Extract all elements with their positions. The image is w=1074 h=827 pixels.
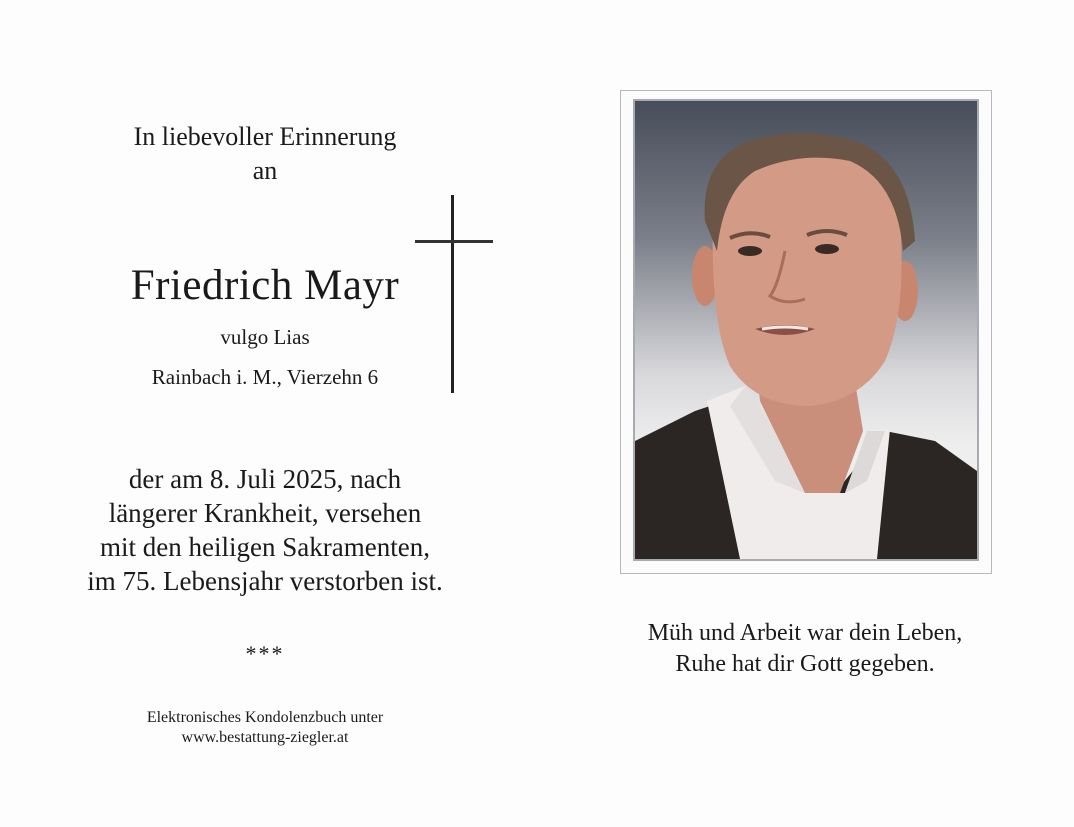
cross-icon <box>415 195 493 393</box>
address: Rainbach i. M., Vierzehn 6 <box>151 365 379 389</box>
motto-line-2: Ruhe hat dir Gott gegeben. <box>675 651 935 677</box>
intro-line-1: In liebevoller Erinnerung <box>133 122 397 151</box>
death-notice <box>40 462 490 598</box>
death-line-3: mit den heiligen Sakramenten, <box>100 532 430 562</box>
portrait-illustration <box>635 101 977 559</box>
motto-line-1: Müh und Arbeit war dein Leben, <box>647 620 963 646</box>
vulgo-name: vulgo Lias <box>220 325 310 349</box>
memorial-motto <box>600 618 1010 680</box>
intro-text <box>115 120 415 188</box>
portrait-photo <box>633 99 979 561</box>
death-line-1: der am 8. Juli 2025, nach <box>128 464 402 494</box>
deceased-name: Friedrich Mayr <box>130 262 400 309</box>
kondolenz-note <box>90 708 440 748</box>
separator-stars: *** <box>245 641 285 666</box>
portrait-frame <box>620 90 992 574</box>
death-line-2: längerer Krankheit, versehen <box>108 498 422 528</box>
kondolenz-url: www.bestattung-ziegler.at <box>181 729 349 746</box>
kondolenz-line-1: Elektronisches Kondolenzbuch unter <box>146 709 384 726</box>
cross-horizontal-bar <box>415 240 493 243</box>
intro-line-2: an <box>252 156 278 185</box>
death-line-4: im 75. Lebensjahr verstorben ist. <box>87 566 443 596</box>
cross-vertical-bar <box>451 195 454 393</box>
